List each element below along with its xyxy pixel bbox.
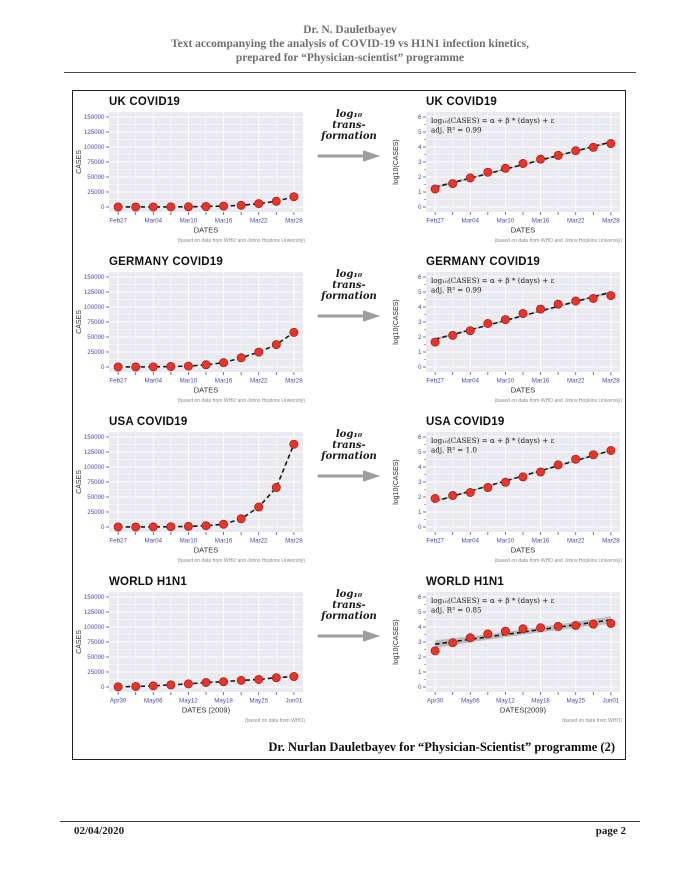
- germany-covid19-linear-plot: [73, 269, 308, 401]
- svg-text:Mar22: Mar22: [249, 537, 268, 545]
- svg-text:2: 2: [418, 654, 422, 662]
- arrow-label-line: trans-: [332, 600, 366, 612]
- svg-text:Mar16: Mar16: [214, 537, 233, 545]
- svg-text:Mar28: Mar28: [285, 377, 303, 385]
- header-subtitle-1: Text accompanying the analysis of COVID-19 vs H1N1 infection kinetics,: [171, 38, 529, 51]
- svg-text:Feb27: Feb27: [109, 217, 127, 225]
- svg-text:0: 0: [418, 524, 422, 532]
- svg-text:May25: May25: [249, 697, 269, 705]
- arrow-label: [308, 429, 390, 463]
- svg-text:0: 0: [101, 684, 105, 692]
- svg-text:log10(CASES): log10(CASES): [393, 139, 400, 185]
- svg-text:50000: 50000: [87, 334, 105, 342]
- log-transformation-arrow: [308, 254, 390, 329]
- chart-title: WORLD H1N1: [109, 576, 188, 588]
- arrow-label-line: trans-: [332, 120, 366, 132]
- svg-text:May25: May25: [566, 697, 586, 705]
- chart-title: USA COVID19: [426, 416, 505, 428]
- svg-text:6: 6: [418, 594, 422, 602]
- svg-text:5: 5: [418, 289, 422, 297]
- svg-text:adj. R² = 0.99: adj. R² = 0.99: [431, 285, 482, 295]
- svg-text:Mar16: Mar16: [531, 377, 550, 385]
- chart-source-caption: (based on data from WHO and Johns Hopkins University): [177, 558, 305, 564]
- svg-text:Mar10: Mar10: [179, 377, 198, 385]
- svg-text:May06: May06: [143, 697, 163, 705]
- svg-text:125000: 125000: [83, 129, 105, 137]
- svg-text:50000: 50000: [87, 654, 105, 662]
- svg-text:75000: 75000: [87, 479, 105, 487]
- svg-text:May12: May12: [179, 697, 198, 705]
- footer-divider: [60, 821, 640, 822]
- chart-source-caption: (based on data from WHO and Johns Hopkins University): [494, 558, 622, 564]
- svg-text:25000: 25000: [87, 349, 105, 357]
- svg-text:25000: 25000: [87, 509, 105, 517]
- svg-text:log₁₀(CASES) = α + β * (days): log₁₀(CASES) = α + β * (days) + ε: [431, 116, 555, 125]
- svg-text:Mar10: Mar10: [179, 217, 198, 225]
- world-h1n1-log-chart: [390, 574, 625, 724]
- svg-text:Mar28: Mar28: [285, 537, 303, 545]
- figure-panel-box: [72, 90, 626, 760]
- svg-text:DATES: DATES: [193, 385, 219, 395]
- svg-text:Mar16: Mar16: [531, 537, 550, 545]
- svg-text:DATES: DATES: [193, 225, 219, 235]
- right-arrow-icon: [316, 628, 382, 644]
- chart-source-caption: (based on data from WHO and Johns Hopkins University): [177, 398, 305, 404]
- svg-text:Mar22: Mar22: [566, 217, 585, 225]
- svg-text:1: 1: [418, 349, 422, 357]
- chart-source-caption: (based on data from WHO and Johns Hopkins University): [177, 238, 305, 244]
- svg-text:0: 0: [101, 524, 105, 532]
- chart-row-usa: [73, 414, 625, 574]
- svg-text:4: 4: [418, 624, 422, 632]
- svg-text:1: 1: [418, 509, 422, 517]
- world-h1n1-log-plot: [390, 589, 625, 721]
- svg-text:log₁₀(CASES) = α + β * (days): log₁₀(CASES) = α + β * (days) + ε: [431, 276, 555, 285]
- svg-text:150000: 150000: [83, 594, 105, 602]
- arrow-label-line: trans-: [332, 440, 366, 452]
- svg-text:50000: 50000: [87, 174, 105, 182]
- svg-text:75000: 75000: [87, 639, 105, 647]
- svg-text:CASES: CASES: [76, 470, 83, 494]
- svg-text:4: 4: [418, 304, 422, 312]
- svg-text:0: 0: [101, 364, 105, 372]
- right-arrow-icon: [316, 148, 382, 164]
- svg-text:Apr30: Apr30: [109, 697, 127, 705]
- figure-attribution: Dr. Nurlan Dauletbayev for “Physician-Scientist” programme (2): [268, 740, 615, 754]
- arrow-label-line: log₁₀: [335, 109, 363, 120]
- germany-covid19-log-chart: [390, 254, 625, 404]
- svg-text:Feb27: Feb27: [426, 537, 444, 545]
- svg-text:5: 5: [418, 129, 422, 137]
- svg-text:1: 1: [418, 189, 422, 197]
- svg-text:Mar04: Mar04: [461, 217, 480, 225]
- footer-date: 02/04/2020: [74, 825, 125, 837]
- svg-text:4: 4: [418, 144, 422, 152]
- svg-text:125000: 125000: [83, 289, 105, 297]
- arrow-label-line: log₁₀: [335, 589, 363, 600]
- chart-title: GERMANY COVID19: [109, 256, 223, 268]
- log-transformation-arrow: [308, 94, 390, 169]
- svg-text:5: 5: [418, 449, 422, 457]
- svg-text:DATES: DATES: [510, 545, 536, 555]
- svg-text:DATES (2009): DATES (2009): [181, 705, 231, 715]
- svg-text:Apr30: Apr30: [426, 697, 444, 705]
- svg-text:5: 5: [418, 609, 422, 617]
- right-arrow-icon: [316, 308, 382, 324]
- svg-text:Mar28: Mar28: [602, 217, 620, 225]
- svg-text:6: 6: [418, 434, 422, 442]
- svg-text:log₁₀(CASES) = α + β * (days): log₁₀(CASES) = α + β * (days) + ε: [431, 596, 555, 605]
- arrow-label-line: formation: [321, 611, 377, 623]
- svg-text:150000: 150000: [83, 114, 105, 122]
- svg-text:25000: 25000: [87, 189, 105, 197]
- svg-text:Mar10: Mar10: [496, 217, 515, 225]
- arrow-label: [308, 109, 390, 143]
- svg-text:Mar22: Mar22: [249, 377, 268, 385]
- svg-text:Mar28: Mar28: [602, 537, 620, 545]
- svg-text:Mar04: Mar04: [144, 217, 163, 225]
- svg-text:2: 2: [418, 494, 422, 502]
- svg-text:Mar10: Mar10: [496, 537, 515, 545]
- arrow-label-line: log₁₀: [335, 429, 363, 440]
- usa-covid19-linear-chart: [73, 414, 308, 564]
- chart-title: USA COVID19: [109, 416, 188, 428]
- svg-text:50000: 50000: [87, 494, 105, 502]
- arrow-label: [308, 269, 390, 303]
- chart-title: UK COVID19: [109, 96, 181, 108]
- svg-text:25000: 25000: [87, 669, 105, 677]
- svg-text:Feb27: Feb27: [426, 377, 444, 385]
- svg-text:May18: May18: [531, 697, 550, 705]
- svg-text:DATES(2009): DATES(2009): [499, 705, 547, 715]
- svg-text:Mar22: Mar22: [249, 217, 268, 225]
- svg-text:4: 4: [418, 464, 422, 472]
- svg-text:Mar28: Mar28: [285, 217, 303, 225]
- arrow-label-line: formation: [321, 451, 377, 463]
- svg-text:6: 6: [418, 274, 422, 282]
- chart-row-uk: [73, 94, 625, 254]
- svg-text:2: 2: [418, 174, 422, 182]
- svg-text:DATES: DATES: [193, 545, 219, 555]
- chart-source-caption: (based on data from WHO and Johns Hopkins University): [494, 398, 622, 404]
- world-h1n1-linear-plot: [73, 589, 308, 721]
- svg-text:125000: 125000: [83, 609, 105, 617]
- svg-text:75000: 75000: [87, 159, 105, 167]
- svg-text:adj. R² = 1.0: adj. R² = 1.0: [431, 445, 477, 455]
- svg-text:75000: 75000: [87, 319, 105, 327]
- chart-title: WORLD H1N1: [426, 576, 505, 588]
- svg-text:Mar04: Mar04: [461, 377, 480, 385]
- svg-text:Mar10: Mar10: [179, 537, 198, 545]
- svg-text:1: 1: [418, 669, 422, 677]
- svg-text:Mar04: Mar04: [461, 537, 480, 545]
- svg-text:May06: May06: [460, 697, 480, 705]
- svg-text:125000: 125000: [83, 449, 105, 457]
- svg-text:May12: May12: [496, 697, 515, 705]
- svg-text:0: 0: [101, 204, 105, 212]
- arrow-label-line: log₁₀: [335, 269, 363, 280]
- svg-text:0: 0: [418, 204, 422, 212]
- svg-text:150000: 150000: [83, 274, 105, 282]
- chart-row-world-h1n1: [73, 574, 625, 734]
- uk-covid19-log-chart: [390, 94, 625, 244]
- right-arrow-icon: [316, 468, 382, 484]
- svg-text:100000: 100000: [83, 624, 105, 632]
- chart-title: UK COVID19: [426, 96, 498, 108]
- svg-text:Mar16: Mar16: [531, 217, 550, 225]
- svg-text:log10(CASES): log10(CASES): [393, 459, 400, 505]
- chart-title: GERMANY COVID19: [426, 256, 540, 268]
- footer-page-number: page 2: [595, 825, 626, 837]
- chart-source-caption: (based on data from WHO): [561, 718, 622, 724]
- svg-text:log10(CASES): log10(CASES): [393, 299, 400, 345]
- svg-text:CASES: CASES: [76, 630, 83, 654]
- uk-covid19-linear-plot: [73, 109, 308, 241]
- svg-text:Feb27: Feb27: [426, 217, 444, 225]
- arrow-label-line: trans-: [332, 280, 366, 292]
- svg-text:DATES: DATES: [510, 225, 536, 235]
- chart-source-caption: (based on data from WHO): [244, 718, 305, 724]
- svg-text:Mar22: Mar22: [566, 537, 585, 545]
- chart-row-germany: [73, 254, 625, 414]
- document-header: [0, 23, 700, 65]
- svg-text:Mar04: Mar04: [144, 377, 163, 385]
- chart-source-caption: (based on data from WHO and Johns Hopkins University): [494, 238, 622, 244]
- svg-text:2: 2: [418, 334, 422, 342]
- svg-text:CASES: CASES: [76, 150, 83, 174]
- world-h1n1-linear-chart: [73, 574, 308, 724]
- svg-text:100000: 100000: [83, 304, 105, 312]
- svg-text:0: 0: [418, 684, 422, 692]
- svg-text:Mar22: Mar22: [566, 377, 585, 385]
- arrow-label-line: formation: [321, 131, 377, 143]
- germany-covid19-log-plot: [390, 269, 625, 401]
- svg-text:150000: 150000: [83, 434, 105, 442]
- header-subtitle-2: prepared for “Physician-scientist” programme: [235, 52, 465, 65]
- svg-text:adj. R² = 0.99: adj. R² = 0.99: [431, 125, 482, 135]
- arrow-label-line: formation: [321, 291, 377, 303]
- svg-text:May18: May18: [214, 697, 233, 705]
- usa-covid19-linear-plot: [73, 429, 308, 561]
- svg-text:Mar10: Mar10: [496, 377, 515, 385]
- log-transformation-arrow: [308, 414, 390, 489]
- svg-text:Mar16: Mar16: [214, 217, 233, 225]
- svg-text:Feb27: Feb27: [109, 537, 127, 545]
- usa-covid19-log-chart: [390, 414, 625, 564]
- svg-text:Mar28: Mar28: [602, 377, 620, 385]
- germany-covid19-linear-chart: [73, 254, 308, 404]
- svg-text:100000: 100000: [83, 144, 105, 152]
- svg-text:Mar04: Mar04: [144, 537, 163, 545]
- svg-text:log₁₀(CASES) = α + β * (days): log₁₀(CASES) = α + β * (days) + ε: [431, 436, 555, 445]
- svg-text:Jun01: Jun01: [602, 697, 620, 705]
- svg-text:Mar16: Mar16: [214, 377, 233, 385]
- svg-text:6: 6: [418, 114, 422, 122]
- svg-text:0: 0: [418, 364, 422, 372]
- svg-text:log10(CASES): log10(CASES): [393, 619, 400, 665]
- header-divider: [64, 72, 636, 73]
- usa-covid19-log-plot: [390, 429, 625, 561]
- svg-text:adj. R² = 0.85: adj. R² = 0.85: [431, 605, 482, 615]
- uk-covid19-log-plot: [390, 109, 625, 241]
- svg-text:CASES: CASES: [76, 310, 83, 334]
- svg-text:3: 3: [418, 479, 422, 487]
- svg-text:3: 3: [418, 319, 422, 327]
- uk-covid19-linear-chart: [73, 94, 308, 244]
- svg-text:Feb27: Feb27: [109, 377, 127, 385]
- header-author: Dr. N. Dauletbayev: [303, 24, 397, 36]
- svg-text:3: 3: [418, 639, 422, 647]
- svg-text:100000: 100000: [83, 464, 105, 472]
- log-transformation-arrow: [308, 574, 390, 649]
- svg-text:Jun01: Jun01: [285, 697, 303, 705]
- arrow-label: [308, 589, 390, 623]
- svg-text:DATES: DATES: [510, 385, 536, 395]
- svg-text:3: 3: [418, 159, 422, 167]
